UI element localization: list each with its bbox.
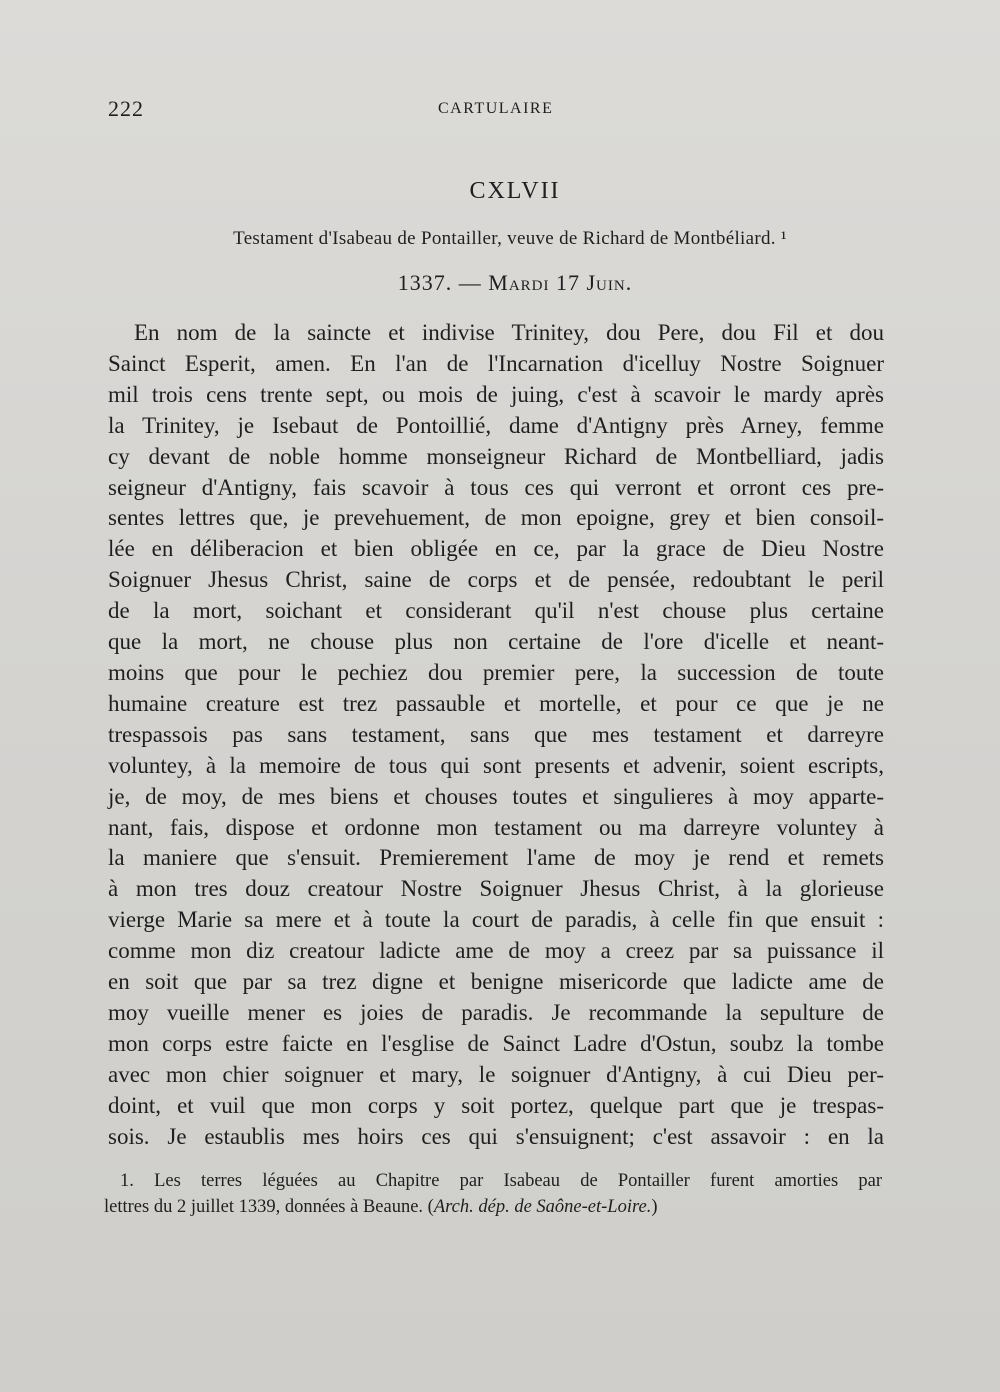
text-line: je, de moy, de mes biens et chouses toutes et singulieres à moy apparte-: [108, 783, 884, 809]
text-line: seigneur d'Antigny, fais scavoir à tous ces qui verront et orront ces pre-: [108, 474, 884, 500]
footnote-text-end: ): [651, 1197, 658, 1217]
footnote-text: lettres du 2 juillet 1339, données à Beaune. (: [104, 1197, 434, 1217]
text-line: lée en déliberacion et bien obligée en ce, par la grace de Dieu Nostre: [108, 536, 884, 562]
text-line: en soit que par sa trez digne et benigne misericorde que ladicte ame de: [108, 969, 884, 995]
page-number: 222: [108, 96, 144, 121]
text-line: Sainct Esperit, amen. En l'an de l'Incarnation d'icelluy Nostre Soignuer: [108, 350, 884, 376]
text-line: sentes lettres que, je prevehuement, de mon epoigne, grey et bien consoil-: [108, 505, 884, 531]
footnote-line: [104, 1194, 882, 1220]
text-line: nant, fais, dispose et ordonne mon testament ou ma darreyre voluntey à: [108, 814, 884, 840]
text-line: moins que pour le pechiez dou premier pere, la succession de toute: [108, 659, 884, 685]
text-line: à mon tres douz creatour Nostre Soignuer Jhesus Christ, à la glorieuse: [108, 876, 884, 902]
footnote-archive-reference: Arch. dép. de Saône-et-Loire.: [433, 1197, 652, 1217]
text-line: de la mort, soichant et considerant qu'il n'est chouse plus certaine: [108, 598, 884, 624]
text-line: humaine creature est trez passauble et mortelle, et pour ce que je ne: [108, 690, 884, 716]
text-line: la maniere que s'ensuit. Premierement l'ame de moy je rend et remets: [108, 845, 884, 871]
document-date: [0, 270, 1000, 296]
text-line: En nom de la saincte et indivise Trinitey, dou Pere, dou Fil et dou: [134, 320, 884, 345]
page-header: [108, 96, 885, 126]
text-line: sois. Je estaublis mes hoirs ces qui s'ensuignent; c'est assavoir : en la: [108, 1123, 884, 1149]
text-line: avec mon chier soignuer et mary, le soignuer d'Antigny, à cui Dieu per-: [108, 1061, 884, 1087]
text-line: moy vueille mener es joies de paradis. Je recommande la sepulture de: [108, 999, 884, 1025]
text-line: vierge Marie sa mere et à toute la court de paradis, à celle fin que ensuit :: [108, 907, 884, 933]
text-line: mil trois cens trente sept, ou mois de juing, c'est à scavoir le mardy après: [108, 381, 884, 407]
text-line: que la mort, ne chouse plus non certaine de l'ore d'icelle et neant-: [108, 629, 884, 655]
text-line: mon corps estre faicte en l'esglise de Sainct Ladre d'Ostun, soubz la tombe: [108, 1030, 884, 1056]
text-line: cy devant de noble homme monseigneur Richard de Montbelliard, jadis: [108, 443, 884, 469]
text-line: doint, et vuil que mon corps y soit portez, quelque part que je trespas-: [108, 1092, 884, 1118]
text-line: trespassois pas sans testament, sans que mes testament et darreyre: [108, 721, 884, 747]
footnote: [104, 1168, 882, 1220]
document-heading: Testament d'Isabeau de Pontailler, veuve de Richard de Montbéliard. ¹: [233, 228, 787, 249]
running-title: CARTULAIRE: [438, 100, 554, 117]
footnote-line: 1. Les terres léguées au Chapitre par Isabeau de Pontailler furent amorties par: [120, 1171, 882, 1191]
testament-text: [108, 318, 884, 1152]
text-line: la Trinitey, je Isebaut de Pontoillié, dame d'Antigny près Arney, femme: [108, 412, 884, 438]
document-numeral: CXLVII: [469, 178, 561, 204]
text-line: voluntey, à la memoire de tous qui sont presents et advenir, soient escripts,: [108, 752, 884, 778]
date-year: 1337. —: [397, 270, 489, 295]
text-line: comme mon diz creatour ladicte ame de moy a creez par sa puissance il: [108, 938, 884, 964]
text-line: Soignuer Jhesus Christ, saine de corps et de pensée, redoubtant le peril: [108, 567, 884, 593]
date-day: Mardi 17 Juin.: [488, 270, 633, 295]
